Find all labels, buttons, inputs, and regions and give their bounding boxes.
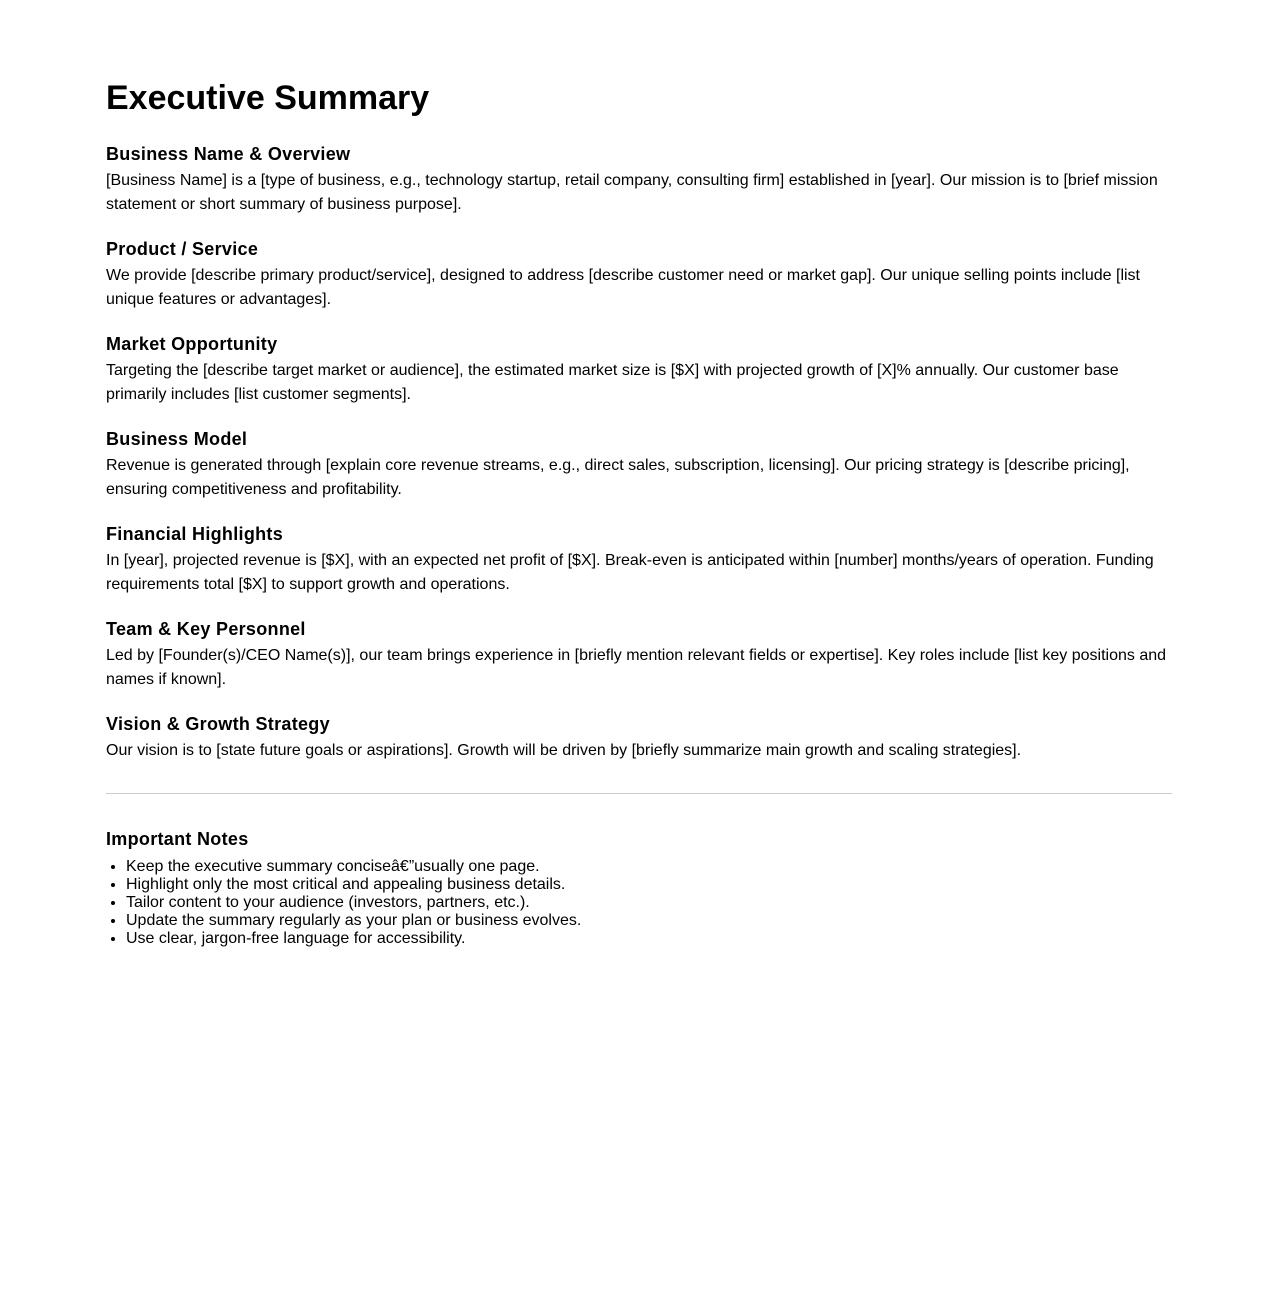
section-heading: Vision & Growth Strategy [106,714,330,734]
list-item: • Highlight only the most critical and appealing business details. [126,876,1172,894]
section-heading: Business Model [106,429,248,449]
section-product-service [106,238,1172,312]
section-heading: Market Opportunity [106,334,278,354]
section-body: Led by [Founder(s)/CEO Name(s)], our team brings experience in [briefly mention relevant fields or expertise]. Key roles include [list key positions and names if known]. [106,647,1167,688]
section-body: We provide [describe primary product/service], designed to address [describe customer need or market gap]. Our unique selling points include [list unique features or advantages]. [106,267,1140,308]
notes-heading: Important Notes [106,829,249,849]
section-body: Revenue is generated through [explain core revenue streams, e.g., direct sales, subscription, licensing]. Our pricing strategy is [describe pricing], ensuring competitiveness and profitability. [106,457,1130,498]
section-team-personnel [106,618,1172,692]
section-business-model [106,428,1172,502]
list-item: • Keep the executive summary conciseâ€”usually one page. [126,858,1172,876]
section-body: In [year], projected revenue is [$X], with an expected net profit of [$X]. Break-even is anticipated within [number] months/years of operation. Funding requirements total [$X] to support growth and operations. [106,552,1154,593]
section-vision-growth [106,713,1172,763]
important-notes [106,828,1172,948]
page-title: Executive Summary [106,79,430,117]
notes-list [106,858,1172,948]
section-heading: Product / Service [106,239,259,259]
divider [106,793,1172,794]
list-item: • Use clear, jargon-free language for accessibility. [126,930,1172,948]
section-heading: Financial Highlights [106,524,284,544]
section-heading: Team & Key Personnel [106,619,306,639]
section-body: [Business Name] is a [type of business, e.g., technology startup, retail company, consulting firm] established in [year]. Our mission is to [brief mission statement or short summary of business purpose]. [106,172,1158,213]
section-body: Targeting the [describe target market or audience], the estimated market size is [$X] with projected growth of [X]% annually. Our customer base primarily includes [list customer segments]. [106,362,1119,403]
section-body: Our vision is to [state future goals or aspirations]. Growth will be driven by [briefly summarize main growth and scaling strategies]. [106,742,1022,759]
section-business-overview [106,143,1172,217]
list-item: • Tailor content to your audience (investors, partners, etc.). [126,894,1172,912]
section-financial-highlights [106,523,1172,597]
list-item: • Update the summary regularly as your plan or business evolves. [126,912,1172,930]
section-market-opportunity [106,333,1172,407]
section-heading: Business Name & Overview [106,144,351,164]
